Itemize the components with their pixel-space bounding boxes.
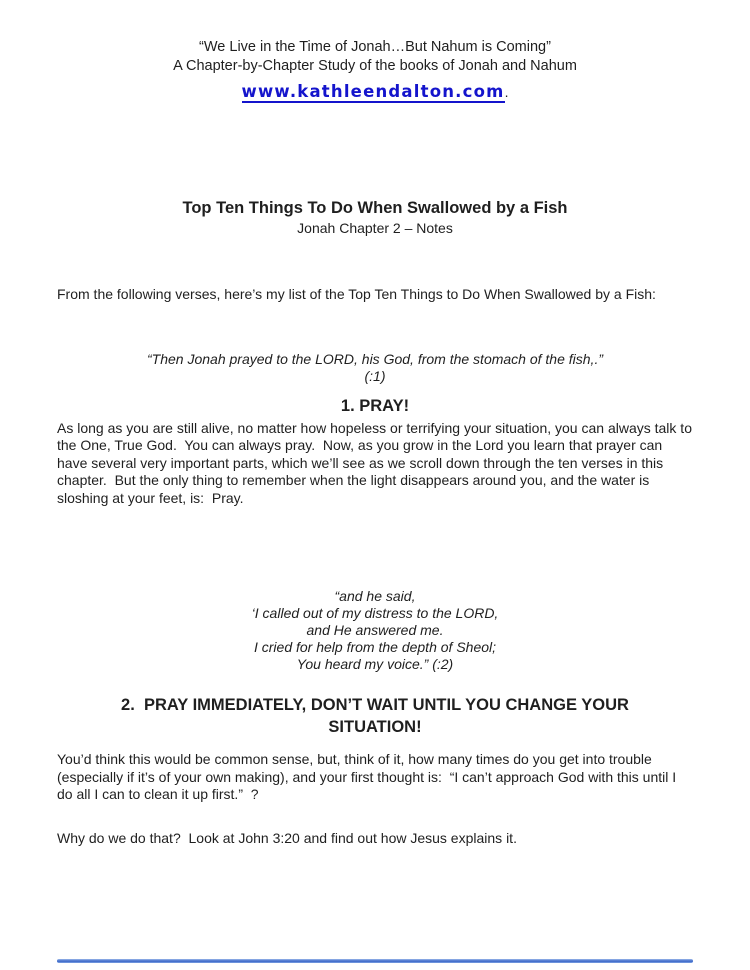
section-1-body: As long as you are still alive, no matter how hopeless or terrifying your situation, you can always talk to the One, True God. You can always pray. Now, as you grow in the Lord you learn that prayer can have several very important parts, which we’ll see as we scroll down through the ten verses in this chapter. But the only thing to remember when the light disappears around you, and the water is sloshing at your feet, is: Pray. xyxy=(57,419,696,506)
scripture-quote-1-ref: (:1) xyxy=(364,368,386,384)
site-link-row xyxy=(57,81,693,104)
section-2-heading: 2. PRAY IMMEDIATELY, DON’T WAIT UNTIL YOU CHANGE YOUR SITUATION! xyxy=(121,696,634,736)
page-title: Top Ten Things To Do When Swallowed by a Fish xyxy=(182,199,568,217)
verse-line: ‘I called out of my distress to the LORD, xyxy=(251,605,499,621)
website-link[interactable]: www.kathleendalton.com xyxy=(241,82,505,101)
series-title: “We Live in the Time of Jonah…But Nahum is Coming” xyxy=(199,39,551,55)
section-2-paragraph-2: Why do we do that? Look at John 3:20 and find out how Jesus explains it. xyxy=(57,829,517,846)
verse-line: You heard my voice.” (:2) xyxy=(296,656,454,672)
page-subtitle: Jonah Chapter 2 – Notes xyxy=(297,220,453,236)
website-link-suffix: . xyxy=(504,84,509,100)
scripture-quote-1 xyxy=(57,351,693,386)
section-2-paragraph-1: You’d think this would be common sense, but, think of it, how many times do you get into trouble (especially if it’s of your own making), and your first thought is: “I can’t approach God with this until I do all I can to clean it up first.” ? xyxy=(57,751,681,802)
verse-line: and He answered me. xyxy=(306,622,444,638)
series-subtitle: A Chapter-by-Chapter Study of the books of Jonah and Nahum xyxy=(173,58,577,74)
section-1-heading: 1. PRAY! xyxy=(340,396,410,415)
scripture-quote-1-text: “Then Jonah prayed to the LORD, his God, from the stomach of the fish,.” xyxy=(147,350,603,367)
verse-line: “and he said, xyxy=(334,588,416,604)
footer-divider-line xyxy=(57,959,693,963)
scripture-quote-2 xyxy=(57,588,693,673)
verse-line: I cried for help from the depth of Sheol; xyxy=(253,639,497,655)
intro-paragraph: From the following verses, here’s my list of the Top Ten Things to Do When Swallowed by a Fish: xyxy=(57,286,656,302)
